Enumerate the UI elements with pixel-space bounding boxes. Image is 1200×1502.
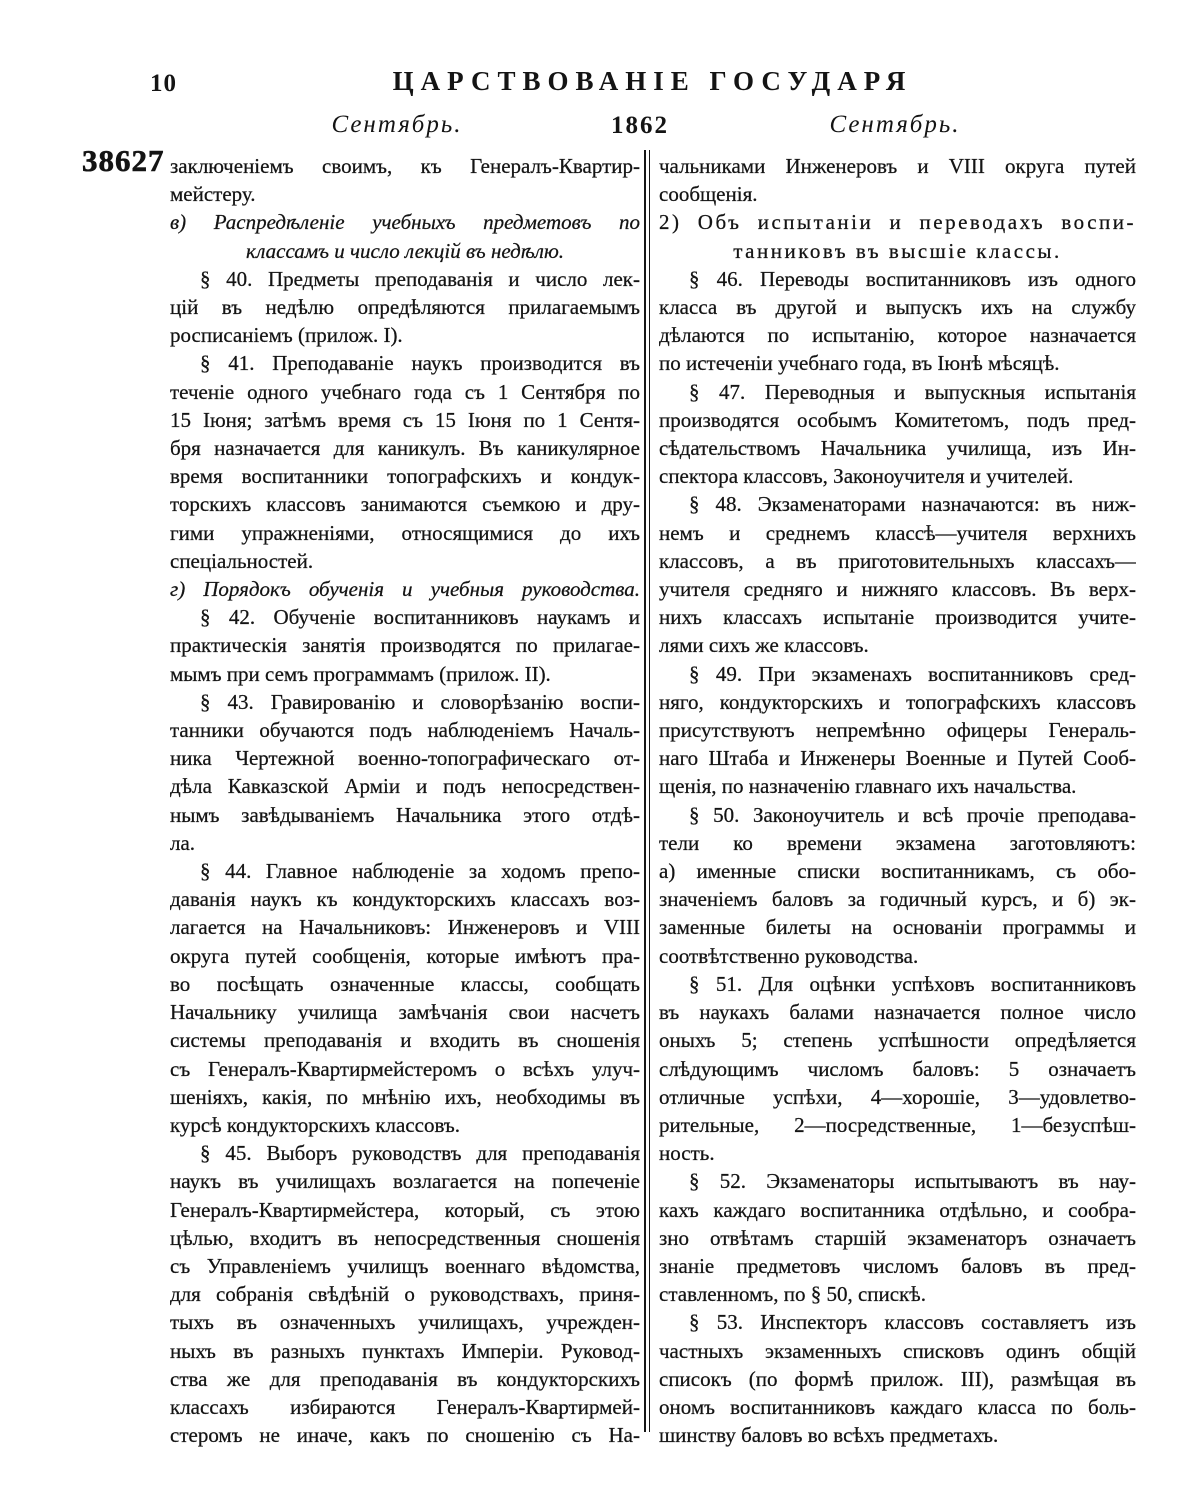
text-line: ныхъ въ разныхъ пунктахъ Имперіи. Руковод- — [170, 1338, 640, 1363]
text-line: знаніе предметовъ числомъ баловъ въ пред- — [659, 1253, 1136, 1278]
paragraph — [659, 660, 1136, 801]
text-line: § 41. Преподаваніе наукъ производится въ — [200, 351, 640, 376]
text-line: классахъ избираются Генералъ-Квартирмей- — [170, 1394, 640, 1419]
text-line: няго, кондукторскихъ и топографскихъ классовъ — [659, 689, 1136, 714]
month-label-right: Сентябрь. — [829, 111, 961, 138]
text-line: нихъ классахъ испытаніе производится учите- — [659, 605, 1136, 630]
paragraph — [170, 603, 640, 688]
text-line: росписаніемъ (прилож. I). — [170, 323, 403, 348]
text-line: Начальнику училища замѣчанія свои насчетъ — [170, 1000, 640, 1025]
text-line: сѣдательствомъ Начальника училища, изъ Ин- — [659, 436, 1136, 461]
text-line: танники обучаются подъ наблюденіемъ Началь- — [170, 718, 640, 743]
section-heading — [170, 575, 640, 603]
text-line: ства же для преподаванія въ кондукторскихъ — [170, 1366, 640, 1391]
paragraph — [659, 801, 1136, 970]
page-number: 10 — [150, 70, 177, 97]
text-line: а) именные списки воспитанникамъ, съ обо- — [659, 859, 1136, 884]
text-line: сообщенія. — [659, 182, 758, 207]
paragraph — [170, 857, 640, 1139]
month-label-left: Сентябрь. — [331, 111, 463, 138]
text-line: учителя средняго и нижняго классовъ. Въ верх- — [659, 577, 1136, 602]
text-line: рительные, 2—посредственные, 1—безуспѣш- — [659, 1112, 1136, 1137]
paragraph — [659, 970, 1136, 1167]
text-line: ность. — [659, 1141, 715, 1166]
text-line: заключеніемъ своимъ, къ Генералъ-Квартир- — [170, 154, 640, 178]
text-line: чальниками Инженеровъ и VIII округа путей — [659, 154, 1136, 178]
text-line: по истеченіи учебнаго года, въ Іюнѣ мѣсяцѣ. — [659, 351, 1060, 376]
text-line: танниковъ въ высшіе классы. — [733, 238, 1062, 263]
text-line: дѣлаются по испытанію, которое назначается — [659, 323, 1136, 348]
text-line: системы преподаванія и входить въ сношенія — [170, 1028, 640, 1053]
text-line: частныхъ экзаменныхъ списковъ одинъ общій — [659, 1338, 1136, 1363]
text-line: § 45. Выборъ руководствъ для преподаванія — [200, 1141, 640, 1166]
text-line: тели ко времени экзамена заготовляютъ: — [659, 830, 1136, 855]
text-line: § 48. Экзаменаторами назначаются: въ ниж- — [689, 492, 1136, 517]
text-line: торскихъ классовъ занимаются съемкою и дру- — [170, 492, 640, 517]
text-line: наукъ въ училищахъ возлагается на попеченіе — [170, 1169, 640, 1194]
text-line: стеромъ не иначе, какъ по сношенію съ На- — [170, 1423, 640, 1448]
text-line: § 40. Предметы преподаванія и число лек- — [200, 266, 640, 291]
text-line: § 47. Переводныя и выпускныя испытанія — [689, 379, 1136, 404]
column-divider-rule — [644, 150, 650, 1432]
text-line: § 53. Инспекторъ классовъ составляетъ изъ — [689, 1310, 1136, 1335]
text-line: оныхъ 5; степень успѣшности опредѣляется — [659, 1028, 1136, 1053]
paragraph — [170, 1139, 640, 1449]
paragraph — [659, 378, 1136, 491]
text-line: ла. — [170, 830, 196, 855]
text-line: лагается на Начальниковъ: Инженеровъ и VIII — [170, 915, 640, 940]
section-heading — [659, 208, 1136, 264]
text-line: округа путей сообщенія, которые имѣютъ пра- — [170, 943, 640, 968]
text-line: 15 Іюня; затѣмъ время съ 15 Іюня по 1 Сентя- — [170, 407, 640, 432]
year-label: 1862 — [611, 112, 669, 139]
text-line: § 51. Для оцѣнки успѣховъ воспитанниковъ — [689, 971, 1136, 996]
text-line: дѣла Кавказской Арміи и подъ непосредствен- — [170, 774, 640, 799]
text-line: § 44. Главное наблюденіе за ходомъ препо- — [200, 859, 640, 884]
text-line: тыхъ въ означенныхъ училищахъ, учрежден- — [170, 1310, 640, 1335]
text-line: § 49. При экзаменахъ воспитанниковъ сред- — [689, 661, 1136, 686]
text-line: класса въ другой и выпускъ ихъ на службу — [659, 295, 1136, 320]
text-line: § 52. Экзаменаторы испытываютъ въ нау- — [689, 1169, 1136, 1194]
text-line: производятся особымъ Комитетомъ, подъ пред- — [659, 407, 1136, 432]
text-line: практическія занятія производятся по прилагае- — [170, 633, 640, 658]
text-line: немъ и среднемъ классѣ—учителя верхнихъ — [659, 520, 1136, 545]
text-line: кахъ каждаго воспитанника отдѣльно, и сообра- — [659, 1197, 1136, 1222]
paragraph — [170, 688, 640, 857]
text-line: лями сихъ же классовъ. — [659, 633, 869, 658]
entry-number: 38627 — [82, 143, 165, 178]
text-line: наго Штаба и Инженеры Военные и Путей Сооб- — [659, 746, 1136, 771]
text-line: нымъ завѣдываніемъ Начальника этого отдѣ- — [170, 802, 640, 827]
left-column — [170, 152, 640, 1449]
text-line: § 46. Переводы воспитанниковъ изъ одного — [689, 266, 1136, 291]
text-line: для собранія свѣдѣній о руководствахъ, приня- — [170, 1282, 640, 1307]
text-line: зно отвѣтамъ старшій экзаменаторъ означаетъ — [659, 1225, 1136, 1250]
text-line: § 43. Гравированію и словорѣзанію воспи- — [200, 689, 640, 714]
text-line: цій въ недѣлю опредѣляются прилагаемымъ — [170, 295, 640, 320]
text-line: мейстеру. — [170, 182, 256, 207]
paragraph — [659, 1167, 1136, 1308]
paragraph — [659, 490, 1136, 659]
text-line: спеціальностей. — [170, 548, 314, 573]
text-line: съ Управленіемъ училищъ военнаго вѣдомства, — [170, 1253, 640, 1278]
right-column — [659, 152, 1136, 1449]
text-line: спектора классовъ, Законоучителя и учителей. — [659, 464, 1074, 489]
text-line: классамъ и число лекцій въ недѣлю. — [245, 238, 564, 263]
text-line: заменные билеты на основаніи программы и — [659, 915, 1136, 940]
text-line: значеніемъ баловъ за годичный курсъ, и б) эк- — [659, 887, 1136, 912]
paragraph — [170, 349, 640, 575]
text-line: § 42. Обученіе воспитанниковъ наукамъ и — [200, 605, 640, 630]
text-line: отличные успѣхи, 4—хорошіе, 3—удовлетво- — [659, 1084, 1136, 1109]
paragraph — [170, 152, 640, 208]
text-line: 2) Объ испытаніи и переводахъ воспи- — [659, 210, 1136, 235]
text-line: бря назначается для каникулъ. Въ каникулярное — [170, 436, 640, 461]
text-line: ономъ воспитанниковъ каждаго класса по боль- — [659, 1394, 1136, 1419]
text-line: шеніяхъ, какія, по мнѣнію ихъ, необходимы въ — [170, 1084, 640, 1109]
text-line: § 50. Законоучитель и всѣ прочіе преподава- — [689, 802, 1136, 827]
text-line: теченіе одного учебнаго года съ 1 Сентября по — [170, 379, 640, 404]
text-line: присутствуютъ непремѣнно офицеры Генераль- — [659, 718, 1136, 743]
section-heading — [170, 208, 640, 264]
paragraph — [170, 265, 640, 350]
text-line: цѣлью, входитъ въ непосредственныя сношенія — [170, 1225, 640, 1250]
text-line: списокъ (по формѣ прилож. III), размѣщая въ — [659, 1366, 1136, 1391]
paragraph — [659, 265, 1136, 378]
text-line: гими упражненіями, относящимися до ихъ — [170, 520, 640, 545]
text-line: во посѣщать означенные классы, сообщать — [170, 971, 640, 996]
text-line: съ Генералъ-Квартирмейстеромъ о всѣхъ улуч- — [170, 1056, 640, 1081]
text-line: въ наукахъ балами назначается полное число — [659, 1000, 1136, 1025]
text-line: в) Распредѣленіе учебныхъ предметовъ по — [170, 210, 640, 235]
paragraph — [659, 152, 1136, 208]
text-line: мымъ при семъ программамъ (прилож. II). — [170, 661, 551, 686]
running-title: ЦАРСТВОВАНІЕ ГОСУДАРЯ — [392, 66, 913, 96]
text-line: курсѣ кондукторскихъ классовъ. — [170, 1112, 460, 1137]
text-line: Генералъ-Квартирмейстера, который, съ этою — [170, 1197, 640, 1222]
text-line: шинству баловъ во всѣхъ предметахъ. — [659, 1423, 999, 1448]
text-line: щенія, по назначенію главнаго ихъ начальства. — [659, 774, 1077, 799]
text-line: даванія наукъ къ кондукторскихъ классахъ воз- — [170, 887, 640, 912]
text-line: г) Порядокъ обученія и учебныя руководства. — [170, 577, 640, 602]
text-line: слѣдующимъ числомъ баловъ: 5 означаетъ — [659, 1056, 1136, 1081]
text-line: классовъ, а въ приготовительныхъ классахъ— — [659, 548, 1136, 573]
text-line: ставленномъ, по § 50, спискѣ. — [659, 1282, 926, 1307]
paragraph — [659, 1308, 1136, 1449]
text-line: соотвѣтственно руководства. — [659, 943, 919, 968]
text-line: время воспитанники топографскихъ и кондук- — [170, 464, 640, 489]
text-line: ника Чертежной военно-топографическаго от- — [170, 746, 640, 771]
